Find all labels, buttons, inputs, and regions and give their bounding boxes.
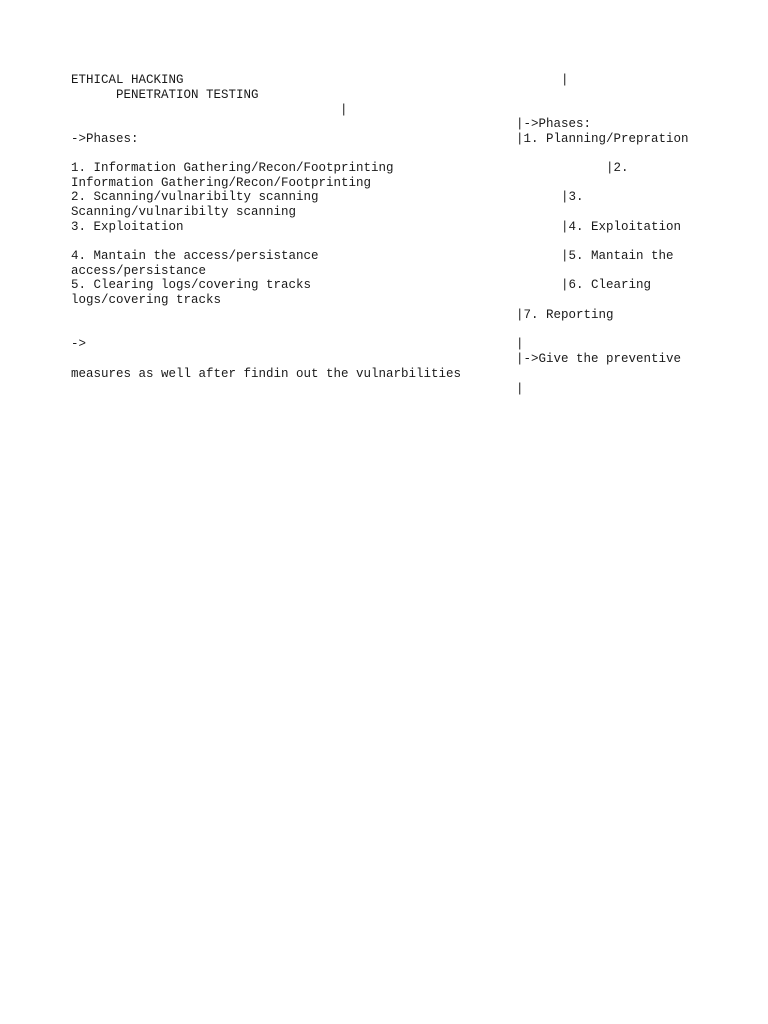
right-pipe-a: | [516, 337, 524, 351]
right-item-4: |4. Exploitation [561, 220, 682, 234]
divider-pipe: | [340, 103, 348, 117]
doc-subtitle: PENETRATION TESTING [116, 88, 259, 102]
left-item-2: 2. Scanning/vulnaribilty scanning [71, 190, 319, 204]
left-item-1: 1. Information Gathering/Recon/Footprinting [71, 161, 394, 175]
left-item-4-wrap: access/persistance [71, 264, 207, 278]
right-item-7: |7. Reporting [516, 308, 614, 322]
left-item-5: 5. Clearing logs/covering tracks [71, 278, 312, 292]
left-arrow: -> [71, 337, 87, 351]
doc-title: ETHICAL HACKING [71, 73, 184, 87]
right-pipe-top: | [561, 73, 569, 87]
left-item-2-wrap: Scanning/vulnaribilty scanning [71, 205, 297, 219]
right-item-5: |5. Mantain the [561, 249, 674, 263]
right-give-preventive: |->Give the preventive [516, 352, 682, 366]
right-phases-heading: |->Phases: [516, 117, 592, 131]
left-item-3: 3. Exploitation [71, 220, 184, 234]
left-item-4: 4. Mantain the access/persistance [71, 249, 319, 263]
right-item-2: |2. [606, 161, 629, 175]
left-item-5-wrap: logs/covering tracks [71, 293, 222, 307]
left-phases-heading: ->Phases: [71, 132, 139, 146]
left-measures: measures as well after findin out the vulnarbilities [71, 367, 462, 381]
left-item-1-wrap: Information Gathering/Recon/Footprinting [71, 176, 372, 190]
right-item-3: |3. [561, 190, 584, 204]
right-pipe-b: | [516, 382, 524, 396]
right-item-6: |6. Clearing [561, 278, 652, 292]
right-item-1: |1. Planning/Prepration [516, 132, 689, 146]
